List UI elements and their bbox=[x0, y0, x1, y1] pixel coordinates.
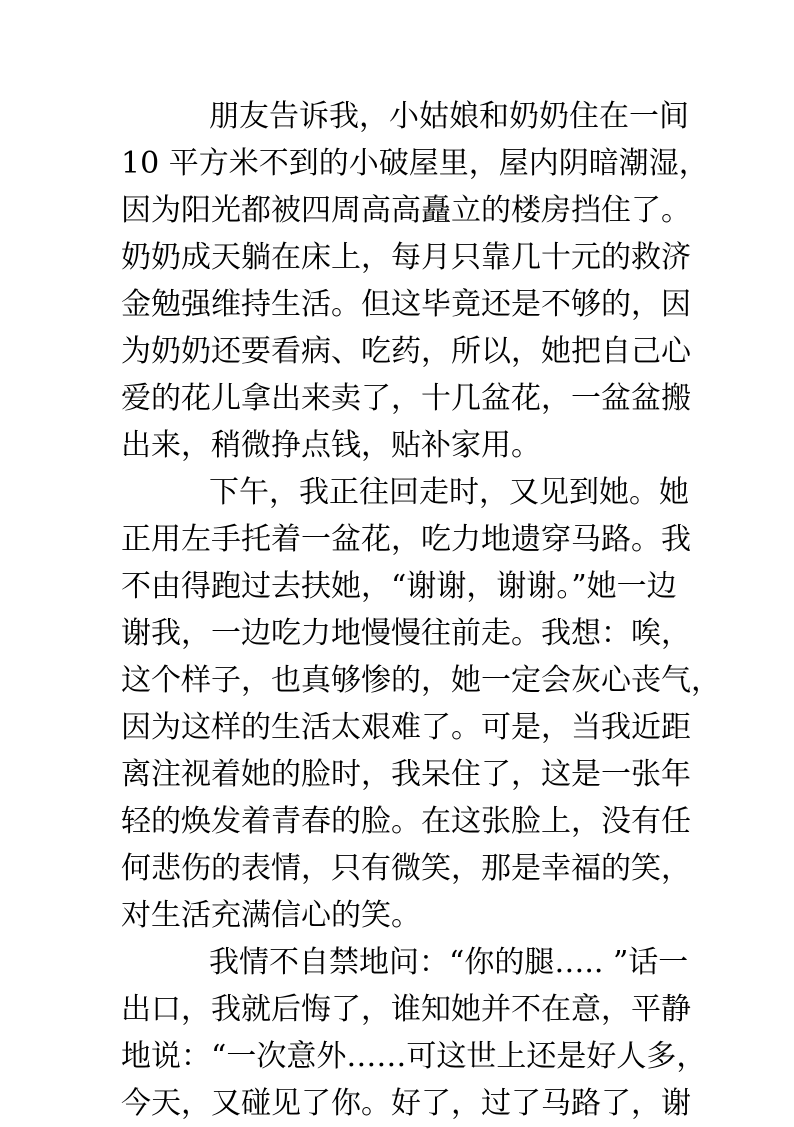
text-line: 金勉强维持生活。但这毕竟还是不够的，因 bbox=[121, 287, 691, 322]
text-line: 因为阳光都被四周高高矗立的楼房挡住了。 bbox=[121, 193, 691, 228]
text-line: 离注视着她的脸时，我呆住了，这是一张年 bbox=[121, 757, 691, 792]
text-line: 不由得跑过去扶她，“谢谢，谢谢。”她一边 bbox=[121, 569, 677, 604]
text-line: 出口，我就后悔了，谁知她并不在意，平静 bbox=[121, 992, 691, 1027]
body-text bbox=[121, 93, 721, 1127]
text-line: 这个样子，也真够惨的，她一定会灰心丧气， bbox=[121, 663, 721, 698]
text-line: 何悲伤的表情，只有微笑，那是幸福的笑， bbox=[121, 851, 691, 886]
text-line-paragraph-2-start: 下午，我正往回走时，又见到她。她 bbox=[209, 475, 689, 510]
text-line: 奶奶成天躺在床上，每月只靠几十元的救济 bbox=[121, 240, 691, 275]
text-line: 爱的花儿拿出来卖了，十几盆花，一盆盆搬 bbox=[121, 381, 691, 416]
text-line: 地说：“一次意外……可这世上还是好人多， bbox=[121, 1039, 707, 1074]
text-line-paragraph-3-start: 我情不自禁地问：“你的腿….. ”话一 bbox=[209, 945, 689, 980]
text-line: 谢我，一边吃力地慢慢往前走。我想：唉， bbox=[121, 616, 691, 651]
text-line: 对生活充满信心的笑。 bbox=[121, 898, 421, 933]
text-line-paragraph-1-start: 朋友告诉我，小姑娘和奶奶住在一间 bbox=[209, 99, 689, 134]
text-line: 今天，又碰见了你。好了，过了马路了，谢 bbox=[121, 1086, 691, 1121]
text-line: 10 平方米不到的小破屋里，屋内阴暗潮湿， bbox=[121, 146, 709, 181]
text-line: 轻的焕发着青春的脸。在这张脸上，没有任 bbox=[121, 804, 691, 839]
text-line: 因为这样的生活太艰难了。可是，当我近距 bbox=[121, 710, 691, 745]
text-line: 为奶奶还要看病、吃药，所以，她把自己心 bbox=[121, 334, 691, 369]
text-line: 出来，稍微挣点钱，贴补家用。 bbox=[121, 428, 541, 463]
text-line: 正用左手托着一盆花，吃力地遗穿马路。我 bbox=[121, 522, 691, 557]
